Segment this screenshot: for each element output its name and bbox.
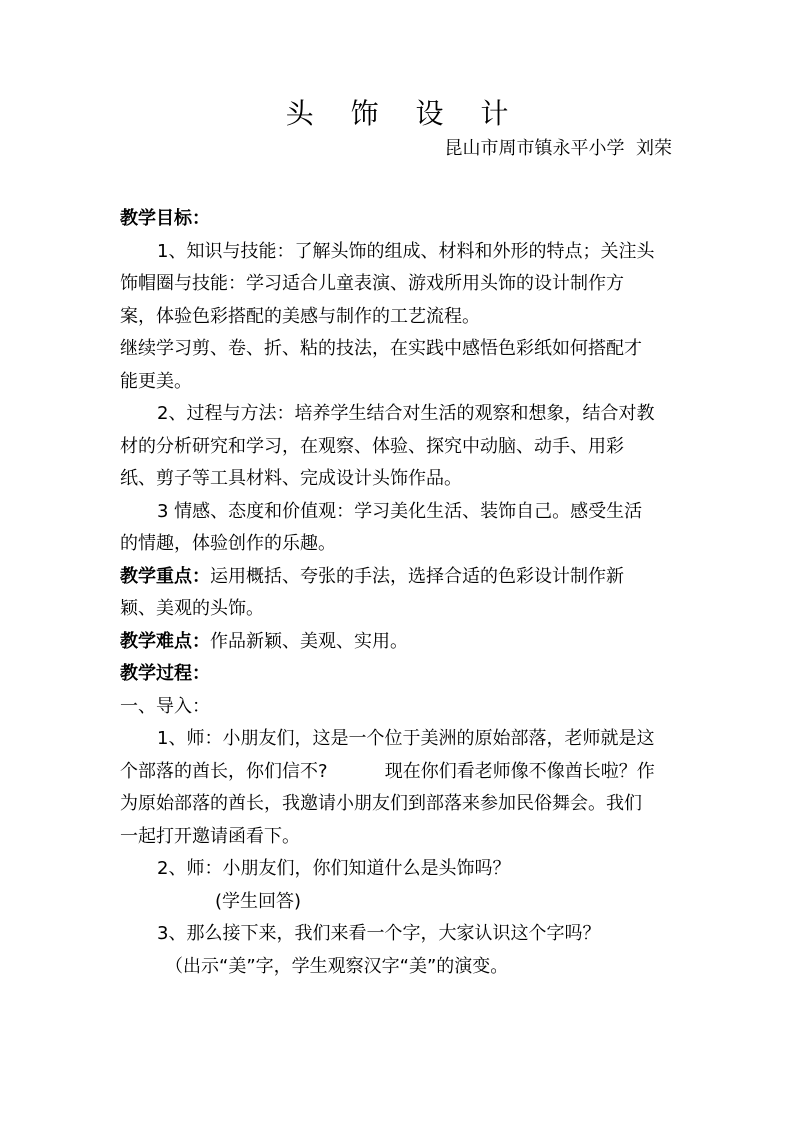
process-heading: 教学过程： — [120, 663, 210, 684]
difficulty-paragraph — [120, 626, 680, 659]
paragraph-line: 2、师：小朋友们，你们知道什么是头饰吗？ — [157, 858, 511, 879]
paragraph-line: 能更美。 — [120, 370, 192, 392]
difficulty-label: 教学难点： — [120, 630, 210, 652]
paragraph-line: 为原始部落的酋长，我邀请小朋友们到部落来参加民俗舞会。我们 — [120, 793, 642, 814]
student-answer-note: (学生回答) — [215, 890, 302, 912]
paragraph-line: 继续学习剪、卷、折、粘的技法，在实践中感悟色彩纸如何搭配才 — [120, 338, 642, 359]
paragraph-line: 个部落的酋长，你们信不? 现在你们看老师像不像酋长啦？作 — [120, 760, 655, 782]
objectives-heading: 教学目标： — [120, 208, 210, 229]
paragraph-line: 案，体验色彩搭配的美感与制作的工艺流程。 — [120, 305, 480, 327]
key-point-label: 教学重点： — [120, 565, 210, 587]
key-point-text: 运用概括、夸张的手法，选择合适的色彩设计制作新 — [210, 565, 624, 587]
instruction-note: （出示“美”字，学生观察汉字“美”的演变。 — [165, 955, 509, 977]
difficulty-text: 作品新颖、美观、实用。 — [210, 630, 408, 652]
document-body — [120, 203, 680, 983]
paragraph-line: 1、知识与技能：了解头饰的组成、材料和外形的特点；关注头 — [157, 240, 655, 262]
paragraph-line: 2、过程与方法：培养学生结合对生活的观察和想象，结合对教 — [157, 403, 655, 424]
paragraph-line: 颖、美观的头饰。 — [120, 598, 264, 619]
section-heading: 一、导入： — [120, 695, 210, 717]
paragraph-line: 一起打开邀请函看下。 — [120, 825, 300, 847]
paragraph-line: 材的分析研究和学习，在观察、体验、探究中动脑、动手、用彩 — [120, 435, 624, 457]
paragraph-line: 的情趣，体验创作的乐趣。 — [120, 533, 336, 554]
paragraph-line: 1、师：小朋友们，这是一个位于美洲的原始部落，老师就是这 — [157, 728, 655, 749]
author-line: 昆山市周市镇永平小学 刘荣 — [444, 138, 672, 159]
paragraph-line: 纸、剪子等工具材料、完成设计头饰作品。 — [120, 468, 462, 489]
paragraph-line: 饰帽圈与技能：学习适合儿童表演、游戏所用头饰的设计制作方 — [120, 273, 624, 294]
document-title: 头 饰 设 计 — [285, 97, 523, 130]
paragraph-line: 3、那么接下来，我们来看一个字，大家认识这个字吗？ — [157, 923, 601, 944]
paragraph-line: 3 情感、态度和价值观：学习美化生活、装饰自己。感受生活 — [157, 500, 643, 522]
key-point-paragraph — [120, 561, 680, 594]
